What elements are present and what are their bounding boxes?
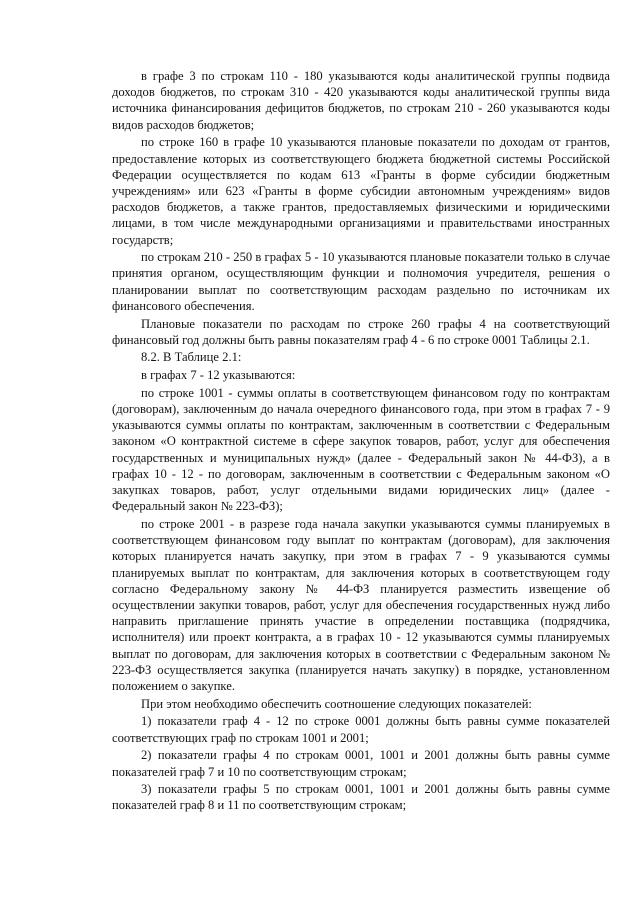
paragraph-lines-210-250: по строкам 210 - 250 в графах 5 - 10 указываются плановые показатели только в случае принятия органом, осуществляющим функции и полномочия учредителя, решения о планировании выплат по соответствующим расходам раздельно по источникам их финансового обеспечения. — [112, 250, 610, 313]
list-item-2: 2) показатели графы 4 по строкам 0001, 1001 и 2001 должны быть равны сумме показателей граф 7 и 10 по соответствующим строкам; — [112, 748, 610, 779]
document-body — [112, 68, 610, 815]
list-item-1: 1) показатели граф 4 - 12 по строке 0001 должны быть равны сумме показателей соответствующих граф по строкам 1001 и 2001; — [112, 714, 610, 745]
list-item-3: 3) показатели графы 5 по строкам 0001, 1001 и 2001 должны быть равны сумме показателей граф 8 и 11 по соответствующим строкам; — [112, 782, 610, 813]
section-heading-8-2: 8.2. В Таблице 2.1: — [141, 350, 242, 365]
paragraph-graphs-7-12-intro: в графах 7 - 12 указываются: — [141, 368, 296, 383]
paragraph-line-1001: по строке 1001 - суммы оплаты в соответствующем финансовом году по контрактам (договорам), заключенным до начала очередного финансового года, при этом в графах 7 - 9 указываются суммы оплаты по контрактам, заключенным в соответствии с Федеральным законом «О контрактной системе в сфере закупок товаров, работ, услуг для обеспечения государственных и муниципальных нужд» (далее - Федеральный закон № 44-ФЗ), а в графах 10 - 12 - по договорам, заключенным в соответствии с Федеральным законом «О закупках товаров, работ, услуг отдельными видами юридических лиц» (далее - Федеральный закон № 223-ФЗ); — [112, 385, 610, 514]
paragraph-line-160-grants: по строке 160 в графе 10 указываются плановые показатели по доходам от грантов, предоставление которых из соответствующего бюджета бюджетной системы Российской Федерации осуществляется по кодам 613 «Гранты в форме субсидии бюджетным учреждениям» или 623 «Гранты в форме субсидии автономным учреждениям» видов расходов бюджетов, а также грантов, предоставляемых физическими и юридическими лицами, в том числе международными организациями и правительствами иностранных государств; — [112, 135, 610, 247]
paragraph-line-260-plan: Плановые показатели по расходам по строке 260 графы 4 на соответствующий финансовый год должны быть равны показателям граф 4 - 6 по строке 0001 Таблицы 2.1. — [112, 316, 610, 347]
paragraph-graph-3-codes: в графе 3 по строкам 110 - 180 указываются коды аналитической группы подвида доходов бюджетов, по строкам 310 - 420 указываются коды аналитической группы вида источника финансирования дефицитов бюджетов, по строкам 210 - 260 указываются коды видов расходов бюджетов; — [112, 69, 610, 132]
paragraph-ratio-intro: При этом необходимо обеспечить соотношение следующих показателей: — [141, 696, 532, 711]
paragraph-line-2001: по строке 2001 - в разрезе года начала закупки указываются суммы планируемых в соответствующем финансовом году выплат по контрактам (договорам), для заключения которых планируется начать закупку, при этом в графах 7 - 9 указываются суммы планируемых выплат по контрактам, для заключения которых в соответствующем году согласно Федеральному закону № 44-ФЗ планируется разместить извещение об осуществлении закупки товаров, работ, услуг для обеспечения государственных нужд либо направить приглашение принять участие в определении поставщика (подрядчика, исполнителя) или проект контракта, а в графах 10 - 12 указываются суммы планируемых выплат по договорам, для заключения которых в соответствии с Федеральным законом № 223-ФЗ осуществляется закупка (планируется начать закупку) в порядке, установленном положением о закупке. — [112, 516, 610, 694]
